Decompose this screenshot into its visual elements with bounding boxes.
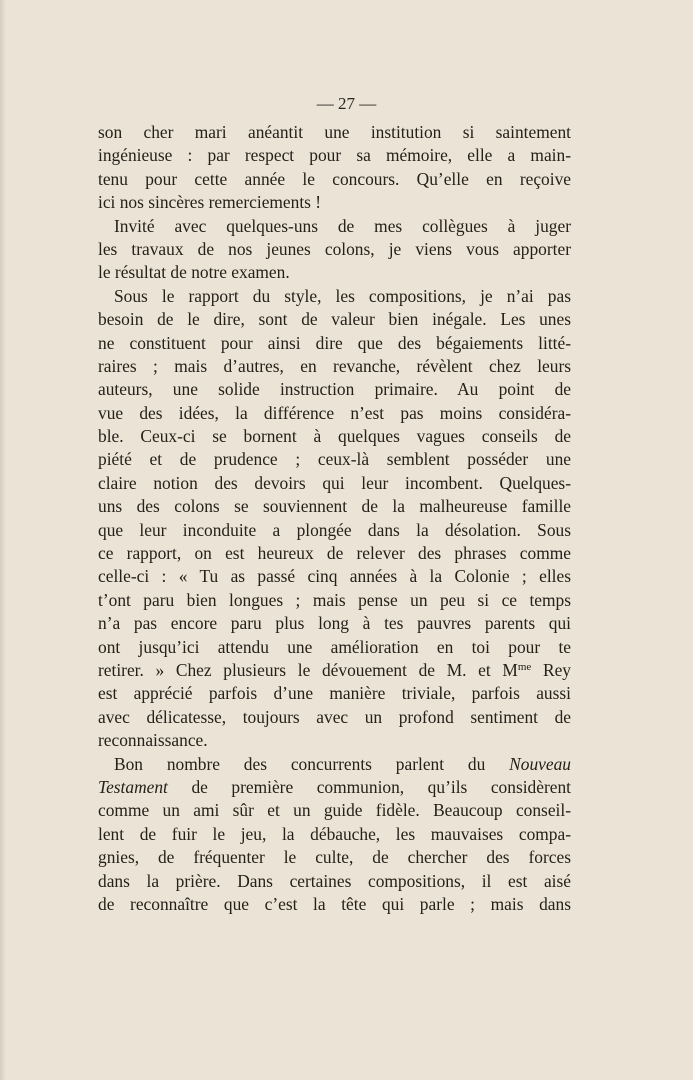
text-line-segment: de première communion, qu’ils considèrent — [167, 776, 571, 797]
text-line: vue des idées, la différence n’est pas moins considéra- — [98, 402, 571, 423]
text-line — [98, 776, 571, 799]
text-line: dans la prière. Dans certaines compositions, il est aisé — [98, 870, 571, 891]
text-line: ici nos sincères remerciements ! — [98, 192, 322, 213]
text-line: les travaux de nos jeunes colons, je viens vous apporter — [98, 238, 571, 259]
text-line: lent de fuir le jeu, la débauche, les mauvaises compa- — [98, 823, 571, 844]
text-line: que leur inconduite a plongée dans la désolation. Sous — [98, 519, 571, 540]
text-line: Invité avec quelques-uns de mes collègues à juger — [114, 215, 571, 236]
page-number: — 27 — — [316, 94, 377, 113]
text-line-segment: retirer. » Chez plusieurs le dévouement de M. et M — [98, 659, 518, 680]
text-line — [98, 659, 571, 682]
text-line: gnies, de fréquenter le culte, de chercher des forces — [98, 847, 571, 868]
superscript-abbrev: me — [517, 660, 532, 673]
text-line: avec délicatesse, toujours avec un profond sentiment de — [98, 706, 571, 727]
text-line: celle-ci : « Tu as passé cinq années à la Colonie ; elles — [98, 566, 571, 587]
text-line: Sous le rapport du style, les compositions, je n’ai pas — [114, 285, 571, 306]
text-line: comme un ami sûr et un guide fidèle. Beaucoup conseil- — [98, 800, 571, 821]
text-line: uns des colons se souviennent de la malheureuse famille — [98, 496, 571, 517]
paragraph-2 — [98, 215, 571, 285]
paragraph-1 — [98, 121, 571, 215]
text-line: ne constituent pour ainsi dire que des bégaiements litté- — [98, 332, 571, 353]
text-line: ble. Ceux-ci se bornent à quelques vagues conseils de — [98, 426, 571, 447]
text-line: auteurs, une solide instruction primaire. Au point de — [98, 379, 571, 400]
text-line: est apprécié parfois d’une manière triviale, parfois aussi — [98, 683, 571, 704]
text-line: le résultat de notre examen. — [98, 262, 290, 283]
text-line — [98, 753, 571, 776]
text-line: piété et de prudence ; ceux-là semblent posséder une — [98, 449, 571, 470]
paragraph-3 — [98, 285, 571, 753]
text-line: besoin de le dire, sont de valeur bien inégale. Les unes — [98, 309, 571, 330]
text-line: ce rapport, on est heureux de relever des phrases comme — [98, 543, 571, 564]
text-line: de reconnaître que c’est la tête qui parle ; mais dans — [98, 893, 571, 914]
paragraph-4 — [98, 753, 571, 917]
italic-title: Testament — [98, 776, 168, 797]
text-line: t’ont paru bien longues ; mais pense un peu si ce temps — [98, 589, 571, 610]
page-binding-edge — [0, 0, 6, 1080]
text-line: tenu pour cette année le concours. Qu’elle en reçoive — [98, 168, 571, 189]
italic-title: Nouveau — [509, 753, 571, 774]
text-line: raires ; mais d’autres, en revanche, révèlent chez leurs — [98, 355, 571, 376]
text-line: reconnaissance. — [98, 730, 208, 751]
body-text — [98, 121, 571, 916]
text-line: ont jusqu’ici attendu une amélioration en toi pour te — [98, 636, 571, 657]
text-line: son cher mari anéantit une institution si saintement — [98, 122, 571, 142]
text-line-segment: Bon nombre des concurrents parlent du — [114, 753, 510, 774]
text-line: claire notion des devoirs qui leur incombent. Quelques- — [98, 472, 571, 493]
text-line-segment: Rey — [531, 659, 571, 680]
text-line: ingénieuse : par respect pour sa mémoire, elle a main- — [98, 145, 571, 166]
text-line: n’a pas encore paru plus long à tes pauvres parents qui — [98, 613, 571, 634]
